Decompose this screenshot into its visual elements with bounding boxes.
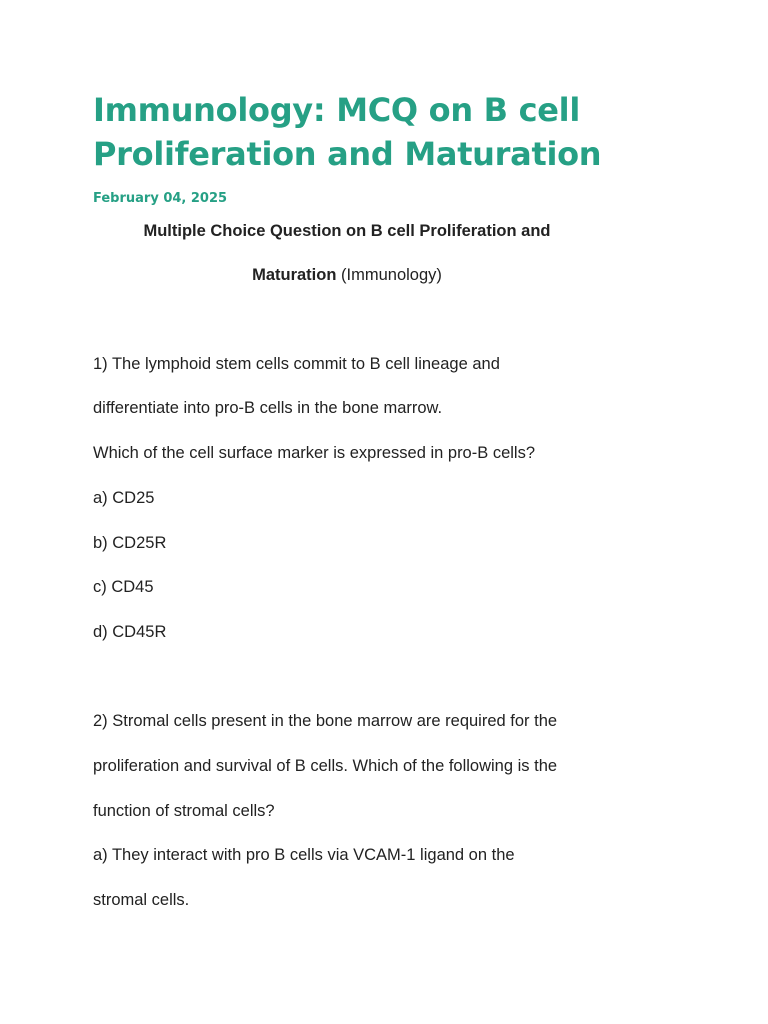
question-1-option-c: c) CD45 bbox=[93, 578, 154, 597]
question-2-line-3: function of stromal cells? bbox=[93, 801, 275, 820]
article bbox=[93, 88, 623, 923]
question-1-line-3: Which of the cell surface marker is expressed in pro-B cells? bbox=[93, 444, 536, 463]
subtitle-bold-line-2: Maturation bbox=[252, 266, 337, 284]
title-line-2: Proliferation and Maturation bbox=[93, 135, 602, 173]
question-2-line-2: proliferation and survival of B cells. Which of the following is the bbox=[93, 757, 558, 775]
question-1-line-2: differentiate into pro-B cells in the bone marrow. bbox=[93, 399, 443, 418]
subtitle-normal: (Immunology) bbox=[336, 266, 442, 284]
question-1-line-1: 1) The lymphoid stem cells commit to B cell lineage and bbox=[93, 354, 500, 373]
subtitle bbox=[93, 209, 601, 297]
question-1-option-a: a) CD25 bbox=[93, 488, 155, 507]
title-line-1: Immunology: MCQ on B cell bbox=[93, 91, 581, 129]
subtitle-bold-line-1: Multiple Choice Question on B cell Proliferation and bbox=[143, 222, 551, 240]
question-2 bbox=[93, 699, 623, 923]
question-1 bbox=[93, 342, 623, 655]
post-date: February 04, 2025 bbox=[93, 191, 228, 206]
question-2-option-a-line-2: stromal cells. bbox=[93, 891, 190, 910]
question-1-option-b: b) CD25R bbox=[93, 533, 167, 552]
article-title bbox=[93, 88, 623, 176]
question-1-option-d: d) CD45R bbox=[93, 622, 167, 641]
question-2-line-1: 2) Stromal cells present in the bone marrow are required for the bbox=[93, 712, 558, 731]
question-2-option-a-line-1: a) They interact with pro B cells via VCAM-1 ligand on the bbox=[93, 846, 515, 865]
